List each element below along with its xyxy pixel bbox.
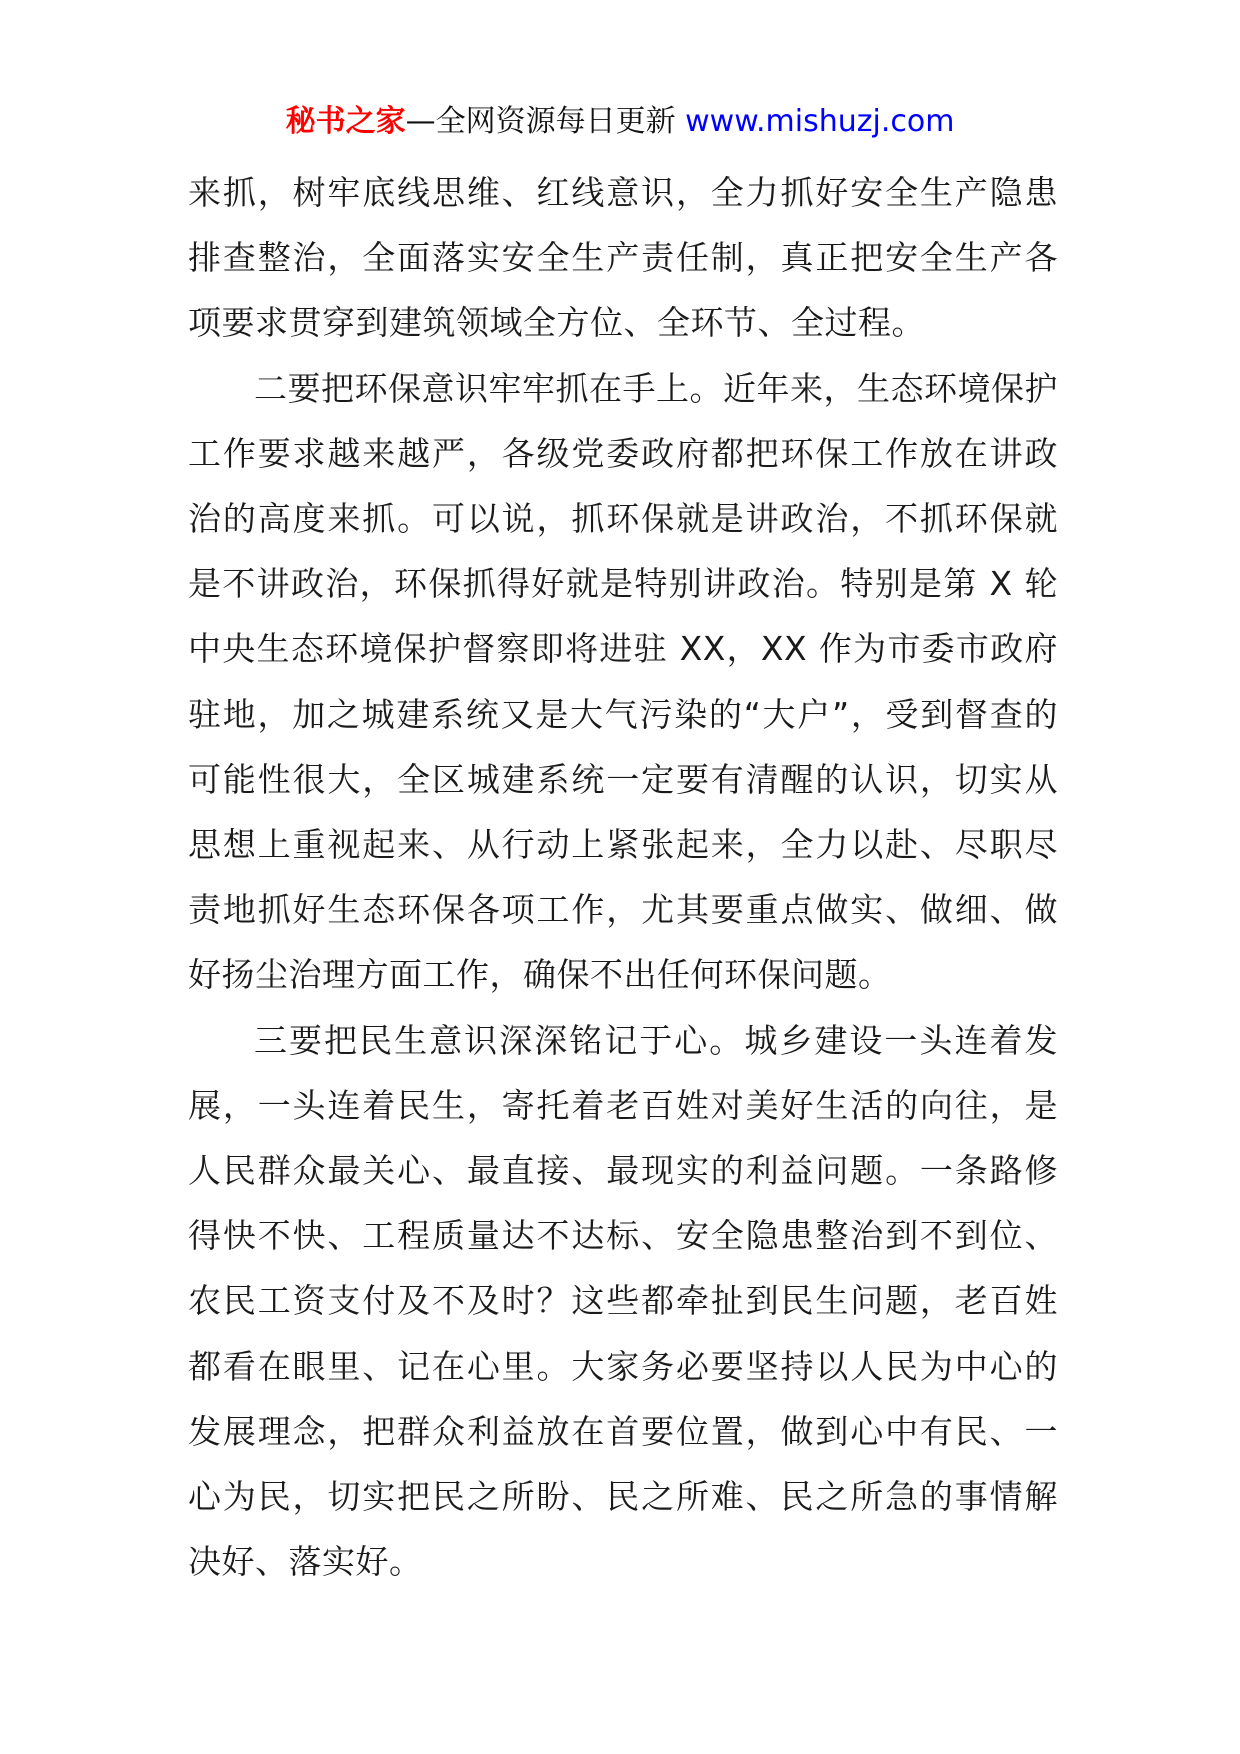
- paragraph-livelihood: 三要把民生意识深深铭记于心。城乡建设一头连着发展，一头连着民生，寄托着老百姓对美好生活的向往，是人民群众最关心、最直接、最现实的利益问题。一条路修得快不快、工程质量达不达标、安全隐患整治到不到位、农民工资支付及不及时？这些都牵扯到民生问题，老百姓都看在眼里、记在心里。大家务必要坚持以人民为中心的发展理念，把群众利益放在首要位置，做到心中有民、一心为民，切实把民之所盼、民之所难、民之所急的事情解决好、落实好。: [188, 1020, 1058, 1582]
- header-tagline: —全网资源每日更新: [405, 104, 676, 139]
- site-header: [0, 100, 1240, 144]
- paragraph-continuation: 来抓，树牢底线思维、红线意识，全力抓好安全生产隐患排查整治，全面落实安全生产责任制，真正把安全生产各项要求贯穿到建筑领域全方位、全环节、全过程。: [188, 173, 1058, 343]
- paragraph-environment: 二要把环保意识牢牢抓在手上。近年来，生态环境保护工作要求越来越严，各级党委政府都把环保工作放在讲政治的高度来抓。可以说，抓环保就是讲政治，不抓环保就是不讲政治，环保抓得好就是特别讲政治。特别是第 X 轮中央生态环境保护督察即将进驻 XX，XX 作为市委市政府驻地，加之城建系统又是大气污染的“大户”，受到督查的可能性很大，全区城建系统一定要有清醒的认识，切实从思想上重视起来、从行动上紧张起来，全力以赴、尽职尽责地抓好生态环保各项工作，尤其要重点做实、做细、做好扬尘治理方面工作，确保不出任何环保问题。: [188, 368, 1058, 995]
- document-body: [188, 160, 1058, 1594]
- brand-name: 秘书之家: [285, 104, 406, 139]
- site-url-link[interactable]: www.mishuzj.com: [685, 104, 955, 139]
